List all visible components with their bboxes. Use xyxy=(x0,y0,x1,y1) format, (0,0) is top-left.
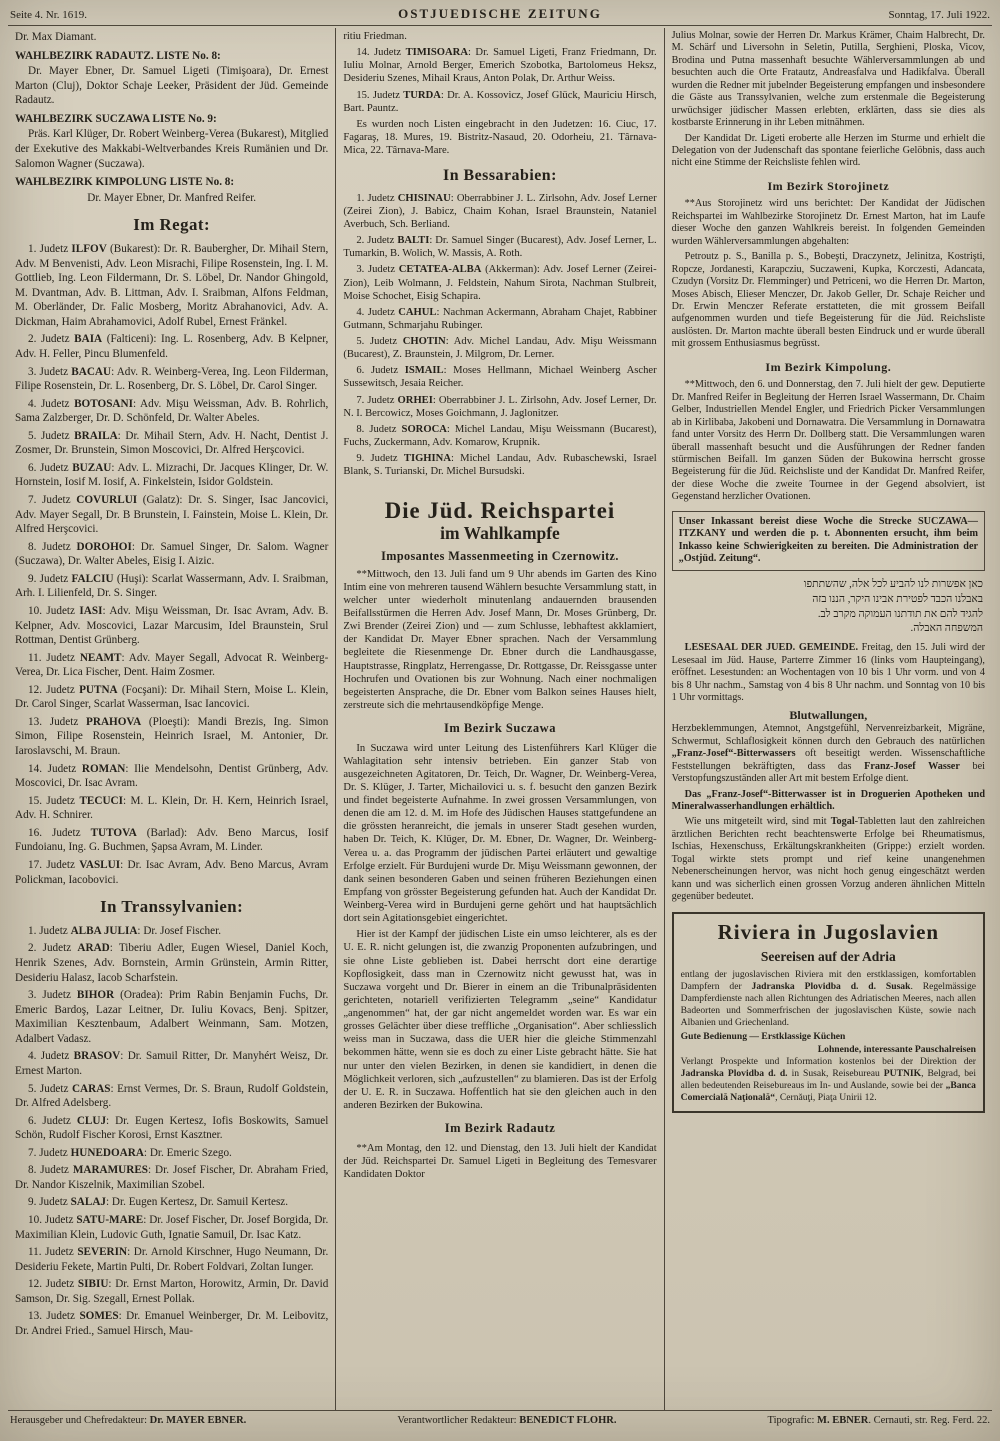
bold-text: „Banca Comercială Naţională“ xyxy=(680,1080,976,1104)
paragraph: Dr. Max Diamant. xyxy=(15,31,97,43)
subsection-heading: Im Bezirk Suczawa xyxy=(444,721,556,736)
paragraph: 5. Judetz CHOTIN: Adv. Michel Landau, Adv. Mişu Weissmann (Bucarest), Z. Braunstein, J. Milgrom, Dr. Lerner. xyxy=(343,336,657,361)
paragraph: Hier ist der Kampf der jüdischen Liste ein umso leichterer, als es der U. E. R. nicht gelungen ist, die zwanzig Proponenten aufzubringen, und sie ohne Liste geblieben ist. Dabei herrscht dort eine derartige Kopflosigkeit, dass man in Czernowitz nicht gewusst hat, was in Suczawa vorgeht und Dr. Bierer in einem an die Tribunalpräsidenten gerichteten, notariell verifizierten Telegramm „seine“ Kandidatur „angenommen“ hat, der gar nicht angemeldet worden war. Es war ein grosses Gelächter über diese treffliche „Organisation“. Aber schliesslich weiss man in Suczawa, dass die UER hier die gleiche Stimmenzahl bekommen hätte, wenn sie es doch zu einer Liste gebracht hätte. Sie hat nur unter den vielen Bezirken, in denen sie kandidiert, in denen die Möglichkeit verloren, sich „aufzustellen“ zu blamieren. Das ist der Erfolg der U. E. R. in Suczawa. Hoffentlich hat sie den gleichen auch in den anderen Bezirken der Bukowina. xyxy=(343,929,657,1111)
bold-text: SATU-MARE xyxy=(76,1214,144,1227)
bold-text: ROMAN xyxy=(81,762,126,775)
bold-text: TURDA xyxy=(403,89,441,101)
paragraph: 3. Judetz BIHOR (Oradea): Prim Rabin Benjamin Fuchs, Dr. Emeric Bardoş, Lazar Leitner, Dr. Iuliu Kovacs, Benj. Spitzer, Maximilian Kesztenbaum, Adalbert Weinmann, Sam. Motzen, Adalbert Vadasz. xyxy=(15,989,329,1045)
ad-line: Gute Bedienung — Erstklassige Küchen xyxy=(680,1030,846,1042)
bold-text: CHOTIN xyxy=(402,336,446,348)
paragraph: **Mittwoch, den 6. und Donnerstag, den 7. Juli hielt der gew. Deputierte Dr. Manfred Reifer in Begleitung der Herren Israel Wassermann, Dr. Chaim Gelber, Industriellen Mendel Engler, und Friedrich Picker Versammlungen ab in Kirlibaba, Jakobeni und Dornawatra. Die Versammlung in Dornawatra fand unter Vorsitz des Herrn Dr. Dollberg statt. Die Versammlungen waren überall massenhaft besucht und die Ausführungen der Redner fanden stürmischen Beifall. Im ganzen Süden der Bukowina herrscht grosse Begeisterung für die Jüd. Reichsliste und der Kandidat Dr. Manfred Reifer, der diese Woche die zweite Tournee in der Gegend absolviert, ist Gegenstand herzlicher Ovationen. xyxy=(671,379,985,503)
bold-text: SUCZAWA—ITZKANY xyxy=(678,515,978,540)
article-headline xyxy=(343,499,656,543)
paragraph: 6. Judetz CLUJ: Dr. Eugen Kertesz, Iofis Boskowits, Samuel Schön, Rudolf Fischer Korosi, Ernst Kasztner. xyxy=(15,1114,329,1142)
hebrew-line: כאן אפשרות לנו להביע לכל אלה, שהשתתפו xyxy=(803,577,983,590)
paragraph: **Am Montag, den 12. und Dienstag, den 13. Juli hielt der Kandidat der Jüd. Reichspartei Dr. Samuel Ligeti in Begleitung des Temesvarer Kandidaten Doktor xyxy=(343,1142,657,1180)
section-heading: Im Regat: xyxy=(133,215,211,235)
paragraph: 1. Judetz ILFOV (Bukarest): Dr. R. Baubergher, Dr. Mihail Stern, Adv. M Benvenisti, Adv. Leon Misrachi, Filipe Rosenstein, Ing. I. M. Gottlieb, Ing. Leon Fildermann, Dr. S. Löbel, Dr. Nandor Ghingold, M. Dvantman, Adv. B. Littman, Adv. I. Sraibman, Alfons Feldman, M. Oberländer, Dr. Falic Mosberg, Moritz Abrahanovici, Adv. A. Dickman, Haim Abrahamovici, Adolf Rubel, Ernest Fränkel. xyxy=(15,243,329,328)
paragraph: 15. Judetz TECUCI: M. L. Klein, Dr. H. Kern, Heinrich Israel, Adv. H. Schnirer. xyxy=(15,794,329,822)
publisher-credit: Herausgeber und Chefredakteur: Dr. MAYER EBNER. xyxy=(10,1415,247,1426)
section-heading: In Transsylvanien: xyxy=(100,897,244,917)
paragraph: Es wurden noch Listen eingebracht in den Judetzen: 16. Ciuc, 17. Fagaraş, 18. Mures, 19. Bistritz-Nasaud, 20. Odorheiu, 21. Târnava-Mica, 22. Târnava-Mare. xyxy=(343,118,657,156)
bold-text: HUNEDOARA xyxy=(70,1146,144,1159)
bold-text: BENEDICT FLOHR. xyxy=(519,1415,617,1426)
paragraph: ritiu Friedman. xyxy=(343,31,407,42)
column-left xyxy=(8,28,335,1410)
bold-text: ISMAIL xyxy=(404,365,444,377)
list-heading: WAHLBEZIRK KIMPOLUNG LISTE No. 8: xyxy=(15,176,235,189)
paragraph: 6. Judetz ISMAIL: Moses Hellmann, Michael Weinberg Ascher Sussewitsch, Jesaia Reicher. xyxy=(343,365,657,390)
paragraph: LESESAAL DER JUED. GEMEINDE. Freitag, den 15. Juli wird der Lesesaal im Jüd. Hause, Parterre Zimmer 16 (links vom Haupteingang), eröffnet. Lesestunden: an Wochentagen von 10 bis 1 Uhr vorm. und von 4 bis 8 Uhr nachm., Samstag von 4 bis 8 Uhr nachm. und Sonntag von 10 bis 1 Uhr vormittags. xyxy=(671,642,985,704)
paragraph: 3. Judetz CETATEA-ALBA (Akkerman): Adv. Josef Lerner (Zeirei-Zion), Leib Wolmann, J. Feldstein, Nahum Sirota, Nachman Stulbreit, Moise Schochet, Eisig Schapira. xyxy=(343,264,657,302)
article-subheadline: Imposantes Massenmeeting in Czernowitz. xyxy=(381,548,619,563)
bold-text: ILFOV xyxy=(71,243,107,256)
paragraph: Präs. Karl Klüger, Dr. Robert Weinberg-Verea (Bukarest), Mitglied der Exekutive des Makkabi-Weltverbandes Kreis Rumänien und Dr. Salomon Wagner (Suczawa). xyxy=(15,128,329,170)
bold-text: CHISINAU xyxy=(397,192,451,204)
paragraph: 2. Judetz BALTI: Dr. Samuel Singer (Bucarest), Adv. Josef Lerner, L. Tumarkin, B. Wolich, W. Massis, A. Roth. xyxy=(343,235,657,260)
bold-text: PRAHOVA xyxy=(86,715,142,728)
bold-text: IASI xyxy=(79,604,103,617)
headline-line: Die Jüd. Reichspartei xyxy=(384,498,616,524)
bold-text: BRAILA xyxy=(74,429,118,442)
paragraph: Blutwallungen, Herzbeklemmungen, Atemnot, Angstgefühl, Nervenreizbarkeit, Migräne, Schwermut, Schlaflosigkeit können durch den Gebrauch des natürlichen „Franz-Josef“-Bitterwassers oft beseitigt werden. Wissenschaftliche Feststellungen bekräftigten, dass das Franz-Josef Wasser bei Verstopfungszuständen aller Art mit bestem Erfolge dient. xyxy=(671,707,985,785)
bold-text: Jadranska Plovidba d. d. xyxy=(680,1068,788,1080)
paragraph: 14. Judetz TIMISOARA: Dr. Samuel Ligeti, Franz Friedmann, Dr. Iuliu Molnar, Arnold Berger, Emerich Szobotka, Bartolomeus Heksz, Desideriu Szenes, Mihail Kraus, Anton Polak, Dr. Arthur Weiss. xyxy=(343,47,657,85)
column-center xyxy=(335,28,663,1410)
paragraph: Dr. Mayer Ebner, Dr. Samuel Ligeti (Timişoara), Dr. Ernest Marton (Cluj), Doktor Schaje Leeker, Präsident der Jüd. Gemeinde Radautz. xyxy=(15,65,329,107)
paragraph: 9. Judetz SALAJ: Dr. Eugen Kertesz, Dr. Samuil Kertesz. xyxy=(28,1196,289,1209)
paragraph: Wie uns mitgeteilt wird, sind mit Togal-Tabletten laut den zahlreichen ärztlichen Berichten recht beachtenswerte Erfolge bei Rheumatismus, Ischias, Hexenschuss, Erkältungskrankheiten (Grippe:) erzielt worden. Togal wirkte stets prompt und rief keine unangenehmen Nebenerscheinungen hervor, was nicht hoch genug eingeschätzt werden kann und was sicherlich einen grossen Vorzug anderen ähnlichen Mitteln gegenüber bedeutet. xyxy=(671,816,985,903)
bold-text: CARAS xyxy=(71,1082,111,1095)
bold-text: COVURLUI xyxy=(76,494,138,507)
bold-text: TECUCI xyxy=(79,794,123,807)
bold-text: BOTOSANI xyxy=(74,397,133,410)
paragraph: 1. Judetz CHISINAU: Oberrabbiner J. L. Zirlsohn, Adv. Josef Lerner (Zeirei Zion), J. Babicz, Chaim Kohan, Israel Braunstein, Nataniel Averbuch, Sch. Berliand. xyxy=(343,192,657,231)
bold-text: Jadranska Plovidba d. d. xyxy=(751,981,877,992)
bold-text: BAIA xyxy=(74,333,103,346)
paragraph: 13. Judetz PRAHOVA (Ploeşti): Mandi Brezis, Ing. Simon Simon, Filipe Rosenstein, Heinrich Israel, M. Antonier, Dr. Iaroslavschi, M. Braun. xyxy=(15,715,329,758)
paragraph: 7. Judetz HUNEDOARA: Dr. Emeric Szego. xyxy=(28,1146,232,1159)
bold-text: SEVERIN xyxy=(77,1246,128,1259)
bold-text: LESESAAL DER JUED. GEMEINDE. xyxy=(684,642,858,654)
bold-text: MARAMURES xyxy=(72,1164,149,1177)
bold-text: CLUJ xyxy=(76,1114,107,1127)
bold-text: „Franz-Josef“-Bitterwassers xyxy=(671,748,796,760)
subsection-heading: Im Bezirk Storojinetz xyxy=(767,178,890,193)
bold-text: BALTI xyxy=(397,235,430,247)
bold-text: CETATEA-ALBA xyxy=(398,264,482,276)
bold-text: SOMES xyxy=(79,1310,119,1323)
bold-text: SALAJ xyxy=(70,1196,107,1209)
bold-text: PUTNIK xyxy=(883,1068,922,1080)
paragraph: 7. Judetz ORHEI: Oberrabbiner J. L. Zirlsohn, Adv. Josef Lerner, Dr. N. I. Bercowicz, Moses Goichmann, J. Jaglonitzer. xyxy=(343,394,657,419)
bold-text: Susak xyxy=(885,981,911,992)
bold-text: ALBA JULIA xyxy=(70,924,138,937)
bold-text: FALCIU xyxy=(71,572,114,585)
bold-text: TIMISOARA xyxy=(405,47,468,59)
paragraph: 10. Judetz IASI: Adv. Mişu Weissman, Dr. Isac Avram, Adv. B. Kelpner, Adv. Moscovici, Lazar Marcusim, Idel Braunstein, Srul Rottman, Dentist Grünberg. xyxy=(15,604,329,647)
paragraph: 13. Judetz SOMES: Dr. Emanuel Weinberger, Dr. M. Leibovitz, Dr. Andrei Fried., Samuel Hirsch, Mau- xyxy=(15,1310,329,1337)
paragraph: 2. Judetz ARAD: Tiberiu Adler, Eugen Wiesel, Daniel Koch, Henrik Szenes, Adv. Bornstein, Armin Grünstein, Armin Ritter, Desideriu Halasz, Iacob Scharfstein. xyxy=(15,942,329,984)
paragraph: 11. Judetz NEAMT: Adv. Mayer Segall, Advocat R. Weinberg-Verea, Dr. Lica Fischer, Dent. Haim Zosmer. xyxy=(15,651,329,679)
bold-text: BRASOV xyxy=(73,1050,121,1063)
bold-text: SIBIU xyxy=(77,1278,109,1291)
bold-text: BIHOR xyxy=(76,989,115,1002)
bold-text: NEAMT xyxy=(79,651,122,664)
paragraph: 12. Judetz PUTNA (Focşani): Dr. Mihail Stern, Moise L. Klein, Dr. Carol Singer, Scarlat Wasserman, Isac Iancovici. xyxy=(15,683,329,711)
paragraph: **Aus Storojinetz wird uns berichtet: Der Kandidat der Jüdischen Reichspartei im Wahlbezirke Storojinetz Dr. Ernest Marton, hat im Laufe dieser Woche den ganzen Wahlkreis bereist. In folgenden Gemeinden wurden Wählerversammlungen abgehalten: xyxy=(671,198,985,247)
bold-text: VASLUI xyxy=(79,858,121,871)
bold-text: PUTNA xyxy=(79,683,118,696)
paragraph: 10. Judetz SATU-MARE: Dr. Josef Fischer, Dr. Josef Borgida, Dr. Maximilian Klein, Ludovic Guth, Ignatie Samuil, Dr. Isac Katz. xyxy=(15,1214,329,1241)
bold-text: ARAD xyxy=(77,942,110,955)
paragraph: 4. Judetz BOTOSANI: Adv. Mişu Weissman, Adv. B. Rohrlich, Sama Zalzberger, Dr. D. Schönfeld, Dr. Walter Abeles. xyxy=(15,397,329,425)
paragraph: 3. Judetz BACAU: Adv. R. Weinberg-Verea, Ing. Leon Filderman, Filipe Rosenstein, Dr. L. Rosenberg, Dr. S. Löbel, Dr. Carol Singer. xyxy=(15,365,329,393)
paragraph: 11. Judetz SEVERIN: Dr. Arnold Kirschner, Hugo Neumann, Dr. Desideriu Fekete, Martin Pulti, Dr. Robert Foldvari, Zoltan Iunger. xyxy=(15,1246,329,1273)
hebrew-notice xyxy=(674,577,983,637)
bold-text: BACAU xyxy=(71,365,112,378)
notice-box: Unser Inkassant bereist diese Woche die Strecke SUCZAWA—ITZKANY und werden die p. t. Abonnenten ersucht, ihm beim Inkasso keine Schwierigkeiten zu bereiten. Die Administration der „Ostjüd. Zeitung“. xyxy=(672,511,985,571)
paragraph: 8. Judetz DOROHOI: Dr. Samuel Singer, Dr. Salom. Wagner (Suczawa), Dr. Walter Abeles, Eisig I. Aizic. xyxy=(15,540,329,568)
list-heading: WAHLBEZIRK SUCZAWA LISTE No. 9: xyxy=(15,112,217,125)
hebrew-line: להגיד להם את תודתנו העמוקה מקרב לב. xyxy=(817,607,983,620)
hebrew-line: המשפחה האבלה. xyxy=(910,622,983,635)
subsection-heading: Im Bezirk Radautz xyxy=(444,1121,556,1136)
paragraph: 7. Judetz COVURLUI (Galatz): Dr. S. Singer, Isac Jancovici, Adv. Mayer Segall, Dr. B Brunstein, I. Fainstein, Moise L. Klein, Dr. Alfred Herşcovici. xyxy=(15,494,329,536)
paragraph: 9. Judetz TIGHINA: Michel Landau, Adv. Rubaschewski, Israel Blank, S. Turianski, Dr. Michel Bursudski. xyxy=(343,453,657,478)
paragraph: Dr. Mayer Ebner, Dr. Manfred Reifer. xyxy=(87,191,257,204)
paragraph: 9. Judetz FALCIU (Huşi): Scarlat Wassermann, Adv. I. Sraibman, Arh. I. Lilienfeld, Dr. S. Singer. xyxy=(15,572,329,600)
printer-credit: Tipografic: M. EBNER. Cernauti, str. Reg. Ferd. 22. xyxy=(767,1415,990,1426)
paragraph: **Mittwoch, den 13. Juli fand um 9 Uhr abends im Garten des Kino Intim eine von mehreren tausend Wählern besuchte Versammlung statt, in welcher unter wiederholt minutenlang andauernden brausenden Beifallsstürmen die Herren Adv. Josef Mann, Dr. Moses Grünberg, Dr. Zwi Brender (Zeirei Zion) und — zum Schlusse, lebhaftest akklamiert, der Kandidat Dr. Mayer Ebner sprachen. Nach der Versammlung begleitete die Riesenmenge Dr. Ebner durch die Landhausgasse, Hauptstrasse, Ringplatz, Herrengasse, Dr. Rottgasse, Dr. Reissgasse unter Hochrufen und Ovationen bis zur Wohnung. Nach einer nochmaligen begeisterten Ansprache, die Dr. Ebner vom Balkon seines Hauses hielt, zerstreute sich die mehrtausendköpfige Menge. xyxy=(343,568,657,711)
paragraph: 1. Judetz ALBA JULIA: Dr. Josef Fischer. xyxy=(28,924,222,937)
bold-text: TIGHINA xyxy=(403,453,451,465)
advertisement xyxy=(672,912,985,1113)
paragraph: In Suczawa wird unter Leitung des Listenführers Karl Klüger die Wahlagitation sehr intensiv betrieben. Ein ganzer Stab von ausgezeichneten Agitatoren, Dr. Teich, Dr. Wagner, Dr. Weinberg-Verea, Dr. S. Klüger, J. Tarter, Michailovici u. s. f. besucht den ganzen Bezirk und findet begeisterte Aufnahme. In zwei grossen Versammlungen, von denen die am 12. d. M. im Hofe des Jüdischen Hauses stattgefundene an die grössten heranreicht, die jemals in unserer Stadt gesehen wurden, haben Dr. Teich, K. Klüger, Dr. M. Ebner, Dr. Wagner, Dr. Weinberg-Verea u. a. das Programm der jüdischen Partei erläutert und gewaltige Erfolge erzielt. Für Burdujeni wurde Dr. Mişu Weissmann gewonnen, der dank seinen besonderen Gaben und seinen früheren Beziehungen einen Empfang von grösster Begeisterung gefunden hat. Auch der Kandidat Dr. Weinberg-Verea wird in Burdujeni gerne gehört und hat hauptsächlich dort sein Agitationsgebiet eingerichtet. xyxy=(343,742,657,925)
bold-text: ORHEI xyxy=(397,394,433,406)
spacer xyxy=(343,481,656,495)
bold-text: TUTOVA xyxy=(90,826,137,839)
bold-text: BUZAU xyxy=(72,461,112,474)
page-columns xyxy=(8,28,992,1410)
paragraph: 5. Judetz BRAILA: Dr. Mihail Stern, Adv. H. Nacht, Dentist J. Zosmer, Dr. Brunstein, Simon Moscovici, Dr. Alfred Herşcovici. xyxy=(15,429,329,457)
paragraph: 4. Judetz BRASOV: Dr. Samuil Ritter, Dr. Manyhért Weisz, Dr. Ernest Marton. xyxy=(15,1050,329,1077)
list-heading: WAHLBEZIRK RADAUTZ. LISTE No. 8: xyxy=(15,49,221,62)
bold-text: SOROCA xyxy=(401,423,447,435)
paragraph: 15. Judetz TURDA: Dr. A. Kossovicz, Josef Glück, Mauriciu Hirsch, Bart. Pauntz. xyxy=(343,89,657,114)
paragraph: 5. Judetz CARAS: Ernst Vermes, Dr. S. Braun, Rudolf Goldstein, Dr. Alfred Adelsberg. xyxy=(15,1082,329,1110)
bold-text: M. EBNER xyxy=(817,1415,869,1426)
masthead xyxy=(8,4,992,26)
ad-line: Lohnende, interessante Pauschalreisen xyxy=(817,1043,976,1055)
section-heading: In Bessarabien: xyxy=(443,167,557,185)
paragraph: 14. Judetz ROMAN: Ilie Mendelsohn, Dentist Grünberg, Adv. Moscovici, Dr. Isac Avram. xyxy=(15,762,329,790)
column-right xyxy=(664,28,992,1410)
paragraph: 16. Judetz TUTOVA (Barlad): Adv. Beno Marcus, Iosif Fundoianu, Ing. G. Buchmen, Şapsa Avram, M. Linder. xyxy=(15,826,329,854)
paragraph: Das „Franz-Josef“-Bitterwasser ist in Droguerien Apotheken und Mineralwasserhandlungen erhältlich. xyxy=(671,788,985,812)
paragraph: 12. Judetz SIBIU: Dr. Ernst Marton, Horowitz, Armin, Dr. David Samson, Dr. Sig. Szegall, Ernest Pollak. xyxy=(15,1278,329,1305)
page-footer xyxy=(8,1410,992,1426)
paragraph: 17. Judetz VASLUI: Dr. Isac Avram, Adv. Beno Marcus, Avram Polickman, Iacobovici. xyxy=(15,858,329,886)
issue-date: Sonntag, 17. Juli 1922. xyxy=(888,9,990,21)
bold-text: Togal xyxy=(830,816,855,828)
paragraph: 8. Judetz SOROCA: Michel Landau, Mişu Weissmann (Bucarest), Fuchs, Zuckermann, Adv. Komarow, Krupnik. xyxy=(343,423,657,448)
paragraph: Petroutz p. S., Banilla p. S., Bobeşti, Draczynetz, Jelinitza, Kostrişti, Ropcze, Jordanesti, Karapcziu, Suczaweni, Kupka, Korczesti, Adancata, Czudyn (Vorsitz Dr. Flemminger) und Petriceni, wo die Herren Dr. Marton, Moses Abisch, Elieser Menczer, Dr. Jakob Geller, Dr. Schaje Reicher und Dr. Erwin Menczer Referate erstatteten, die mit grossem Beifall aufgenommen wurden und tiefe Begeisterung für die Jüd. Reichsliste auslösten. Dr. Marton machte überall besten Eindruck und er wurde überall mit grossem Enthusiasmus begrüsst. xyxy=(671,251,985,350)
newspaper-title: OSTJUEDISCHE ZEITUNG xyxy=(398,6,602,21)
paragraph: 2. Judetz BAIA (Falticeni): Ing. L. Rosenberg, Adv. B Kelpner, Adv. H. Feller, Pincu Blumenfeld. xyxy=(15,333,329,360)
paragraph: 4. Judetz CAHUL: Nachman Ackermann, Abraham Chajet, Rabbiner Gutmann, Schmarjahu Rubinger. xyxy=(343,306,657,331)
ad-subtitle: Seereisen auf der Adria xyxy=(760,948,896,964)
paragraph: Julius Molnar, sowie der Herren Dr. Markus Krämer, Chaim Halbrecht, Dr. M. Schärf und Liversohn in Seletin, Putilla, Serghieni, Ploska, Vicov, Brodina und Putna massenhaft besuchte Wählerversammlungen ab und besuchten auch die Orte Fratautz, Andreasfalva und Hadikfalva. Überall wurden die Redner mit jubelnder Begeisterung empfangen und insbesondere die Gäste aus Transsylvanien, welche zum erstenmale die Begeisterung urwüchsiger jüdischer Massen erlebten, erklärten, dass sie dies als kostbarste Erinnerung in ihr Leben mitnähmen. xyxy=(671,30,985,129)
paragraph: 6. Judetz BUZAU: Adv. L. Mizrachi, Dr. Jacques Klinger, Dr. W. Hornstein, Iosif M. Iosif, A. Finkelstein, Isidor Goldstein. xyxy=(15,461,329,489)
paragraph-lead: Blutwallungen, xyxy=(789,707,868,722)
bold-text: Franz-Josef Wasser xyxy=(864,760,960,772)
paragraph: Der Kandidat Dr. Ligeti eroberte alle Herzen im Sturme und erhielt die Delegation von der Judenschaft das spontane feierliche Gelöbnis, dass auch nicht eine Stimme der Reichsliste fehlen wird. xyxy=(671,132,985,169)
headline-line: im Wahlkampfe xyxy=(440,522,560,543)
bold-text: CAHUL xyxy=(398,306,437,318)
hebrew-line: באבלנו הכבד לפטירת אבינו היקר, הננו בזה xyxy=(812,592,983,605)
paragraph: 8. Judetz MARAMURES: Dr. Josef Fischer, Dr. Abraham Fried, Dr. Nandor Kiszelnik, Maximilian Szobel. xyxy=(15,1164,329,1191)
ad-title: Riviera in Jugoslavien xyxy=(717,920,940,945)
subsection-heading: Im Bezirk Kimpolung. xyxy=(765,359,892,374)
editor-credit: Verantwortlicher Redakteur: BENEDICT FLOHR. xyxy=(397,1415,617,1426)
bold-text: DOROHOI xyxy=(76,540,132,553)
ad-body: entlang der jugoslavischen Riviera mit den erstklassigen, komfortablen Dampfern der Jadranska Plovidba d. d. Susak. Regelmässige Dampferdienste nach allen Richtungen des Adriatischen Meeres, nach allen Badeorten und Sommerfrischen der jugoslavischen Küste, sowie nach Albanien und Griechenland. xyxy=(680,969,976,1028)
ad-tail: Verlangt Prospekte und Information kostenlos bei der Direktion der Jadranska Plovidba d. d. in Susak, Reisebureau PUTNIK, Belgrad, bei allen bedeutenden Reisebureaus im In- und Auslande, sowie bei der „Banca Comercială Naţională“, Cernăuţi, Piaţa Unirii 12. xyxy=(680,1056,976,1104)
page-number: Seite 4. Nr. 1619. xyxy=(10,9,87,21)
bold-text: Dr. MAYER EBNER. xyxy=(149,1415,247,1426)
